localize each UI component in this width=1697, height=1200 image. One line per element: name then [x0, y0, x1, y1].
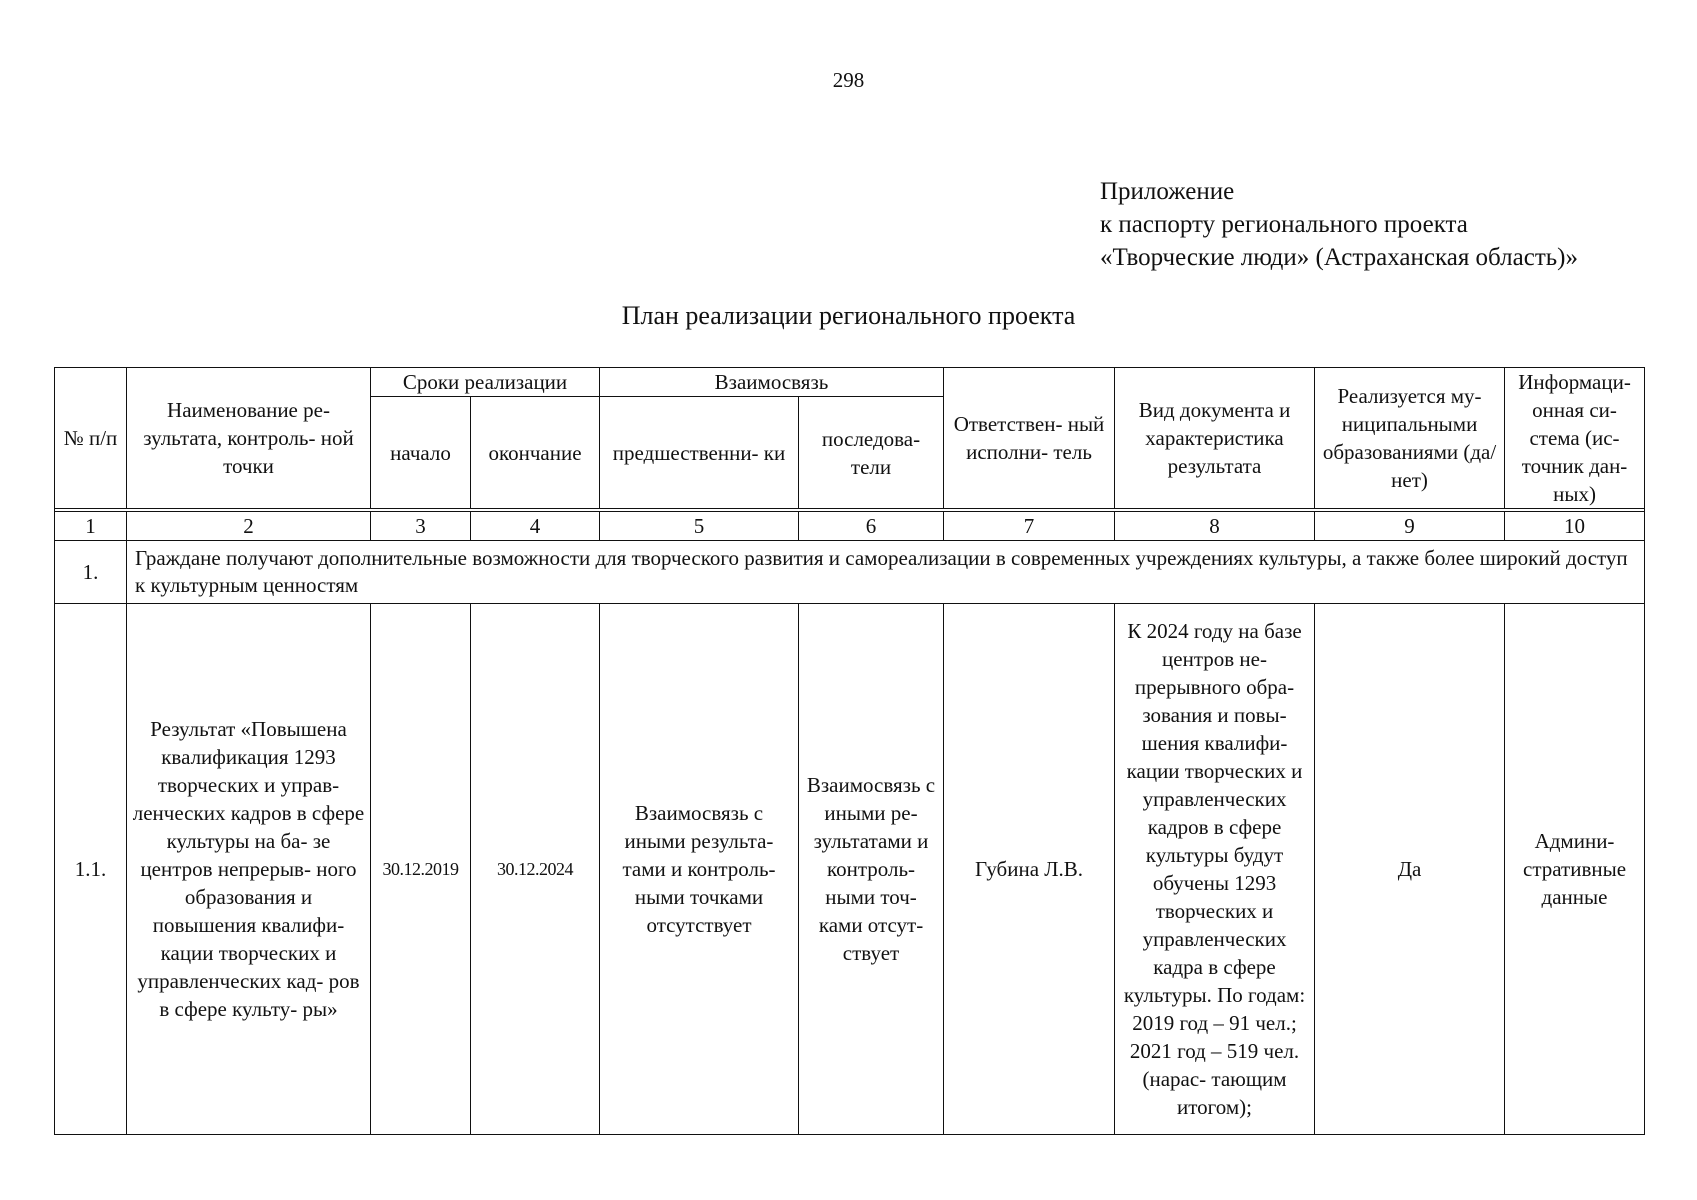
header-successors: последова- тели [799, 397, 944, 509]
col-number: 9 [1315, 512, 1505, 541]
section-number: 1. [55, 541, 127, 604]
document-title: План реализации регионального проекта [621, 301, 1076, 330]
col-number: 1 [55, 512, 127, 541]
col-number: 8 [1115, 512, 1315, 541]
col-number: 4 [471, 512, 600, 541]
col-number: 6 [799, 512, 944, 541]
header-terms: Сроки реализации [371, 368, 600, 397]
row-document: К 2024 году на базе центров не- прерывного обра- зования и повы- шения квалифи- кации творческих и управленческих кадров в сфере культуры будут обучены 1293 творческих и управленческих кадра в сфере культуры. По годам: 2019 год – 91 чел.; 2021 год – 519 чел. (нарас- тающим итогом); [1115, 604, 1315, 1135]
section-row [55, 541, 1645, 604]
header-end: окончание [471, 397, 600, 509]
table-row [55, 604, 1645, 1135]
col-number: 7 [944, 512, 1115, 541]
row-info-system: Админи- стративные данные [1505, 604, 1645, 1135]
header-num: № п/п [55, 368, 127, 509]
appendix-line-1: Приложение [1100, 178, 1235, 205]
header-municipal: Реализуется му- ниципальными образованиями (да/нет) [1315, 368, 1505, 509]
row-end-date: 30.12.2024 [471, 604, 600, 1135]
col-number: 3 [371, 512, 471, 541]
appendix-line-3: «Творческие люди» (Астраханская область)» [1100, 244, 1578, 271]
row-result-name: Результат «Повышена квалификация 1293 творческих и управ- ленческих кадров в сфере культуры на ба- зе центров непрерыв- ного образования и повышения квалифи- кации творческих и управленческих кад- ров в сфере культу- ры» [127, 604, 371, 1135]
header-responsible: Ответствен- ный исполни- тель [944, 368, 1115, 509]
appendix-block [1100, 175, 1578, 274]
plan-table [54, 367, 1645, 1135]
row-predecessors: Взаимосвязь с иными результа- тами и контроль- ными точками отсутствует [600, 604, 799, 1135]
section-text: Граждане получают дополнительные возможности для творческого развития и самореализации в современных учреждениях культуры, а также более широкий доступ к культурным ценностям [127, 541, 1645, 604]
row-successors: Взаимосвязь с иными ре- зультатами и контроль- ными точ- ками отсут- ствует [799, 604, 944, 1135]
header-name: Наименование ре- зультата, контроль- ной точки [127, 368, 371, 509]
row-number: 1.1. [55, 604, 127, 1135]
row-start-date: 30.12.2019 [371, 604, 471, 1135]
header-start: начало [371, 397, 471, 509]
header-predecessors: предшественни- ки [600, 397, 799, 509]
header-link: Взаимосвязь [600, 368, 944, 397]
page-number: 298 [832, 68, 865, 92]
col-number: 10 [1505, 512, 1645, 541]
header-info-system: Информаци- онная си- стема (ис- точник дан- ных) [1505, 368, 1645, 509]
header-document: Вид документа и характеристика результата [1115, 368, 1315, 509]
appendix-line-2: к паспорту регионального проекта [1100, 211, 1468, 238]
col-number: 2 [127, 512, 371, 541]
column-number-row [55, 512, 1645, 541]
row-municipal: Да [1315, 604, 1505, 1135]
col-number: 5 [600, 512, 799, 541]
row-responsible: Губина Л.В. [944, 604, 1115, 1135]
